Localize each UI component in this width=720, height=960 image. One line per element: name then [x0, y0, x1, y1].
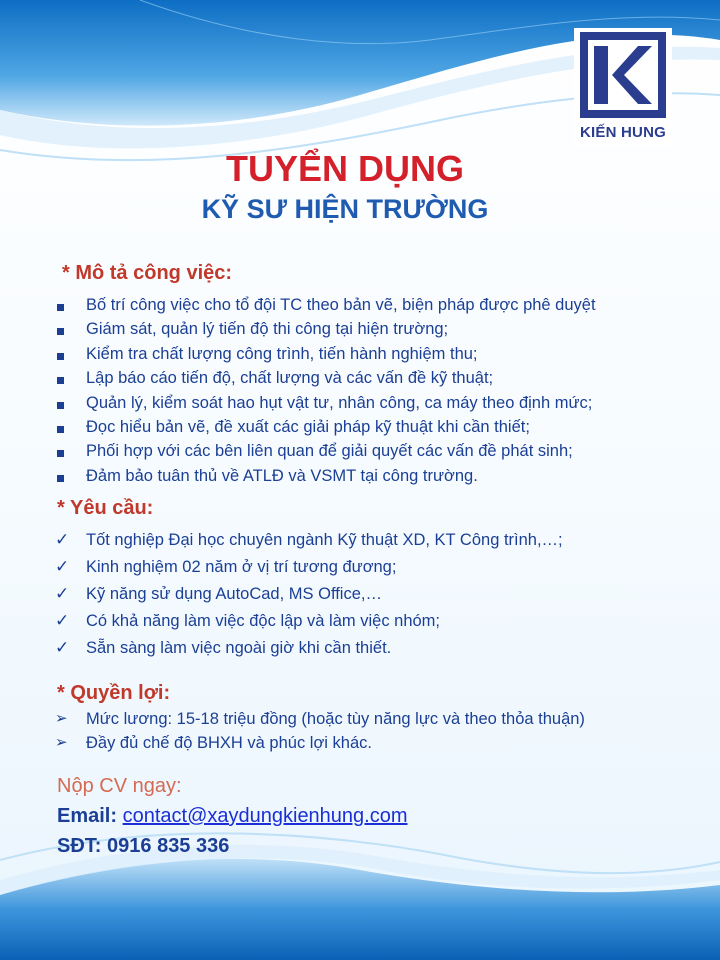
page-title: TUYỂN DỤNG — [225, 148, 464, 189]
list-item: Kiểm tra chất lượng công trình, tiến hành nghiệm thu; — [86, 345, 596, 369]
apply-heading: Nộp CV ngay: — [57, 775, 182, 797]
company-logo — [574, 28, 672, 146]
list-item: Bố trí công việc cho tổ đội TC theo bản vẽ, biện pháp được phê duyệt — [86, 296, 596, 320]
checkmark-icon: ✓ — [55, 611, 70, 630]
phone-line — [57, 835, 229, 858]
square-bullet-icon — [57, 450, 64, 457]
square-bullet-icon — [57, 304, 64, 311]
list-item: ✓ Sẵn sàng làm việc ngoài giờ khi cần thiết. — [55, 638, 392, 657]
list-item: ➢ Mức lương: 15-18 triệu đồng (hoặc tùy năng lực và theo thỏa thuận) — [55, 710, 585, 728]
list-item: ✓ Tốt nghiệp Đại học chuyên ngành Kỹ thuật XD, KT Công trình,…; — [55, 530, 563, 549]
checkmark-icon: ✓ — [55, 584, 70, 603]
kien-hung-logo-icon — [574, 28, 672, 124]
arrowhead-icon: ➢ — [55, 734, 68, 751]
job-title: KỸ SƯ HIỆN TRƯỜNG — [201, 194, 489, 224]
square-bullet-icon — [57, 377, 64, 384]
job-description-list — [86, 296, 596, 491]
list-item: Đảm bảo tuân thủ về ATLĐ và VSMT tại công trường. — [86, 467, 596, 491]
benefits-list — [55, 710, 585, 758]
square-bullet-icon — [57, 353, 64, 360]
list-item: ✓ Kỹ năng sử dụng AutoCad, MS Office,… — [55, 584, 382, 603]
checkmark-icon: ✓ — [55, 530, 70, 549]
phone-number: 0916 835 336 — [107, 835, 230, 857]
list-item: ✓ Kinh nghiệm 02 năm ở vị trí tương đương; — [55, 557, 397, 576]
benefits-heading: * Quyền lợi: — [57, 682, 171, 704]
list-item: Đọc hiểu bản vẽ, đề xuất các giải pháp kỹ thuật khi cần thiết; — [86, 418, 596, 442]
square-bullet-icon — [57, 426, 64, 433]
job-description-heading: * Mô tả công việc: — [62, 262, 233, 284]
email-label: Email: — [57, 805, 118, 827]
logo-text: KIẾN HUNG — [580, 124, 666, 141]
square-bullet-icon — [57, 402, 64, 409]
checkmark-icon: ✓ — [55, 638, 70, 657]
requirements-heading: * Yêu cầu: — [57, 497, 154, 519]
square-bullet-icon — [57, 328, 64, 335]
email-line — [57, 805, 408, 828]
list-item: Phối hợp với các bên liên quan để giải quyết các vấn đề phát sinh; — [86, 442, 596, 466]
list-item: Giám sát, quản lý tiến độ thi công tại hiện trường; — [86, 320, 596, 344]
email-link[interactable]: contact@xaydungkienhung.com — [122, 805, 408, 827]
list-item: Quản lý, kiểm soát hao hụt vật tư, nhân công, ca máy theo định mức; — [86, 394, 596, 418]
requirements-list — [55, 530, 563, 666]
arrowhead-icon: ➢ — [55, 710, 68, 727]
list-item: ➢ Đầy đủ chế độ BHXH và phúc lợi khác. — [55, 734, 372, 752]
phone-label: SĐT: — [57, 835, 102, 857]
list-item: Lập báo cáo tiến độ, chất lượng và các vấn đề kỹ thuật; — [86, 369, 596, 393]
square-bullet-icon — [57, 475, 64, 482]
checkmark-icon: ✓ — [55, 557, 70, 576]
list-item: ✓ Có khả năng làm việc độc lập và làm việc nhóm; — [55, 611, 441, 630]
